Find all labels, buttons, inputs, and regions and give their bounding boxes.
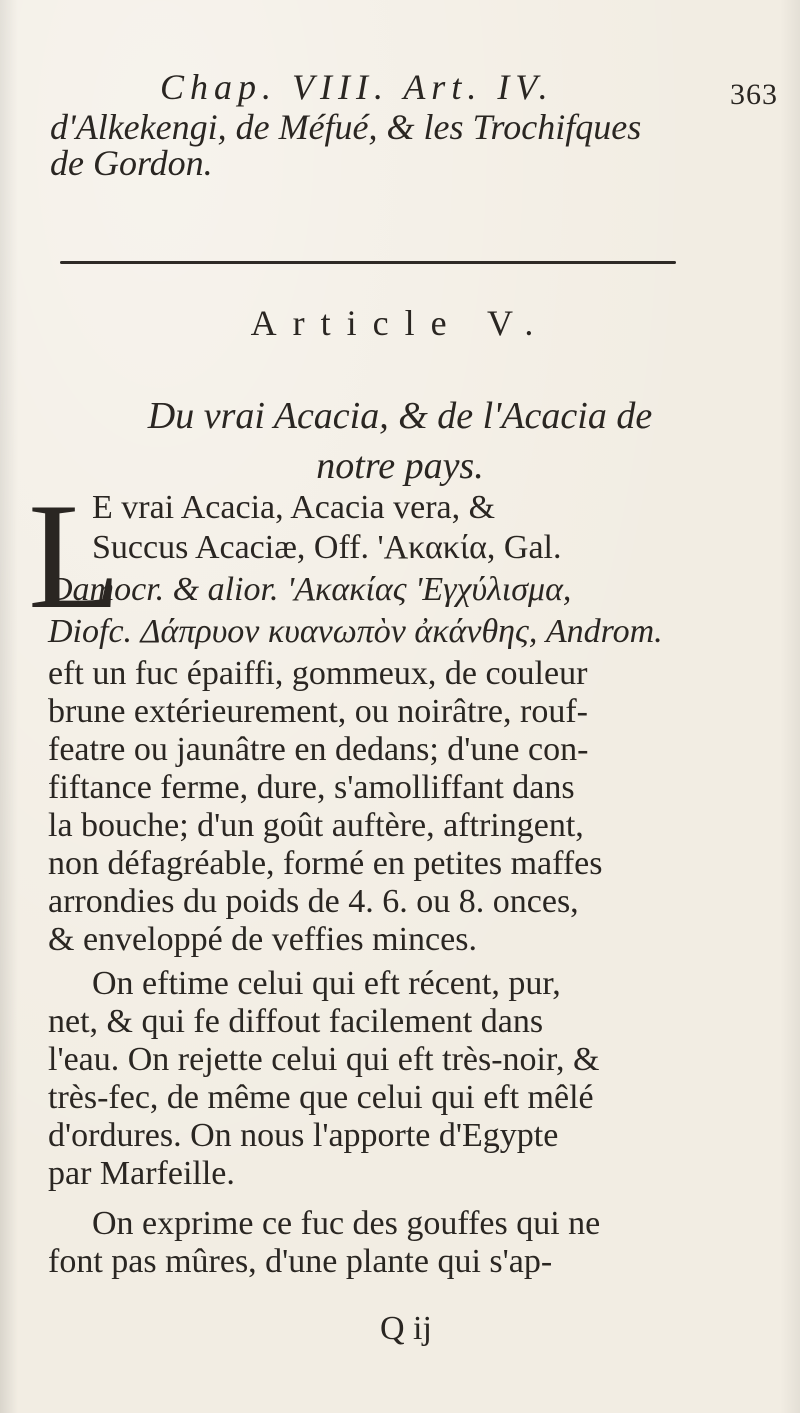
body-line: On exprime ce fuc des gouffes qui ne [92, 1205, 601, 1242]
running-head: Chap. VIII. Art. IV. [160, 67, 554, 107]
run-in-line: d'Alkekengi, de Méfué, & les Trochifques [50, 107, 642, 147]
body-line: l'eau. On rejette celui qui eft très-noir, & [48, 1041, 600, 1078]
article-subtitle: Du vrai Acacia, & de l'Acacia de [147, 395, 653, 437]
body-line: featre ou jaunâtre en dedans; d'une con- [48, 731, 589, 768]
article-subtitle: notre pays. [316, 445, 484, 487]
body-line: par Marfeille. [48, 1155, 235, 1192]
body-line: la bouche; d'un goût auftère, aftringent, [48, 807, 584, 844]
run-in-line: de Gordon. [50, 143, 213, 183]
body-line: font pas mûres, d'une plante qui s'ap- [48, 1243, 553, 1280]
body-line: net, & qui fe diffout facilement dans [48, 1003, 544, 1040]
body-line: Diofc. Δάπρυον κυανωπὸν ἀκάνθης, Androm. [48, 613, 663, 650]
body-line: E vrai Acacia, Acacia vera, & [92, 489, 496, 526]
body-line: non défagréable, formé en petites maffes [48, 845, 603, 882]
body-line: eft un fuc épaiffi, gommeux, de couleur [48, 655, 588, 692]
body-line: arrondies du poids de 4. 6. ou 8. onces, [48, 883, 579, 920]
body-line: Damocr. & alior. 'Ακακίας 'Εγχύλισμα, [48, 571, 572, 608]
page-number: 363 [730, 78, 778, 111]
body-line: Succus Acaciæ, Off. 'Ακακία, Gal. [92, 529, 562, 566]
signature-mark: Q ij [380, 1310, 432, 1347]
article-heading: Article V. [250, 303, 550, 343]
body-line: fiftance ferme, dure, s'amolliffant dans [48, 769, 575, 806]
body-line: On eftime celui qui eft récent, pur, [92, 965, 561, 1002]
body-line: brune extérieurement, ou noirâtre, rouf- [48, 693, 588, 730]
body-line: d'ordures. On nous l'apporte d'Egypte [48, 1117, 559, 1154]
body-line: & enveloppé de veffies minces. [48, 921, 477, 958]
drop-cap: L [28, 472, 121, 640]
body-line: très-fec, de même que celui qui eft mêlé [48, 1079, 594, 1116]
horizontal-rule [60, 261, 676, 264]
